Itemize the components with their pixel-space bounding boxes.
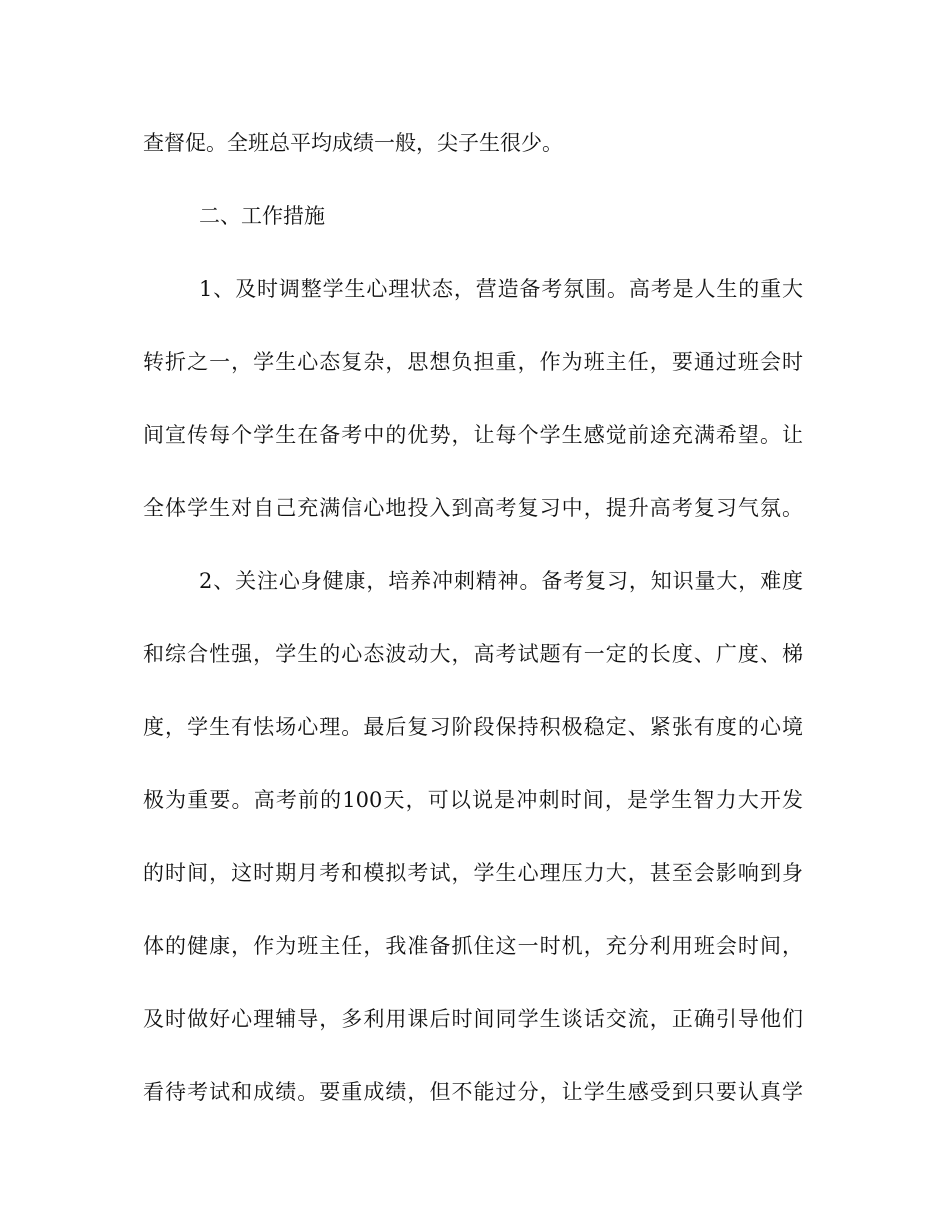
paragraph-line: 的时间，这时期月考和模拟考试，学生心理压力大，甚至会影响到身: [143, 861, 803, 885]
paragraph-line: 度，学生有怯场心理。最后复习阶段保持积极稳定、紧张有度的心境: [143, 715, 803, 739]
paragraph-line: 查督促。全班总平均成绩一般，尖子生很少。: [143, 131, 563, 155]
paragraph-line: 间宣传每个学生在备考中的优势，让每个学生感觉前途充满希望。让: [143, 423, 803, 447]
paragraph-line: 转折之一，学生心态复杂，思想负担重，作为班主任，要通过班会时: [143, 350, 803, 374]
paragraph-line: 和综合性强，学生的心态波动大，高考试题有一定的长度、广度、梯: [143, 642, 803, 666]
paragraph-line: 全体学生对自己充满信心地投入到高考复习中，提升高考复习气氛。: [143, 496, 803, 520]
paragraph-line: 2、关注心身健康，培养冲刺精神。备考复习，知识量大，难度: [199, 569, 803, 593]
paragraph-line: 体的健康，作为班主任，我准备抓住这一时机，充分利用班会时间，: [143, 934, 803, 958]
paragraph-line: 极为重要。高考前的100天，可以说是冲刺时间，是学生智力大开发: [143, 788, 803, 812]
paragraph-line: 1、及时调整学生心理状态，营造备考氛围。高考是人生的重大: [199, 277, 803, 301]
paragraph-line: 看待考试和成绩。要重成绩，但不能过分，让学生感受到只要认真学: [143, 1080, 803, 1104]
paragraph-line: 及时做好心理辅导，多利用课后时间同学生谈话交流，正确引导他们: [143, 1007, 803, 1031]
section-heading: 二、工作措施: [199, 204, 325, 228]
